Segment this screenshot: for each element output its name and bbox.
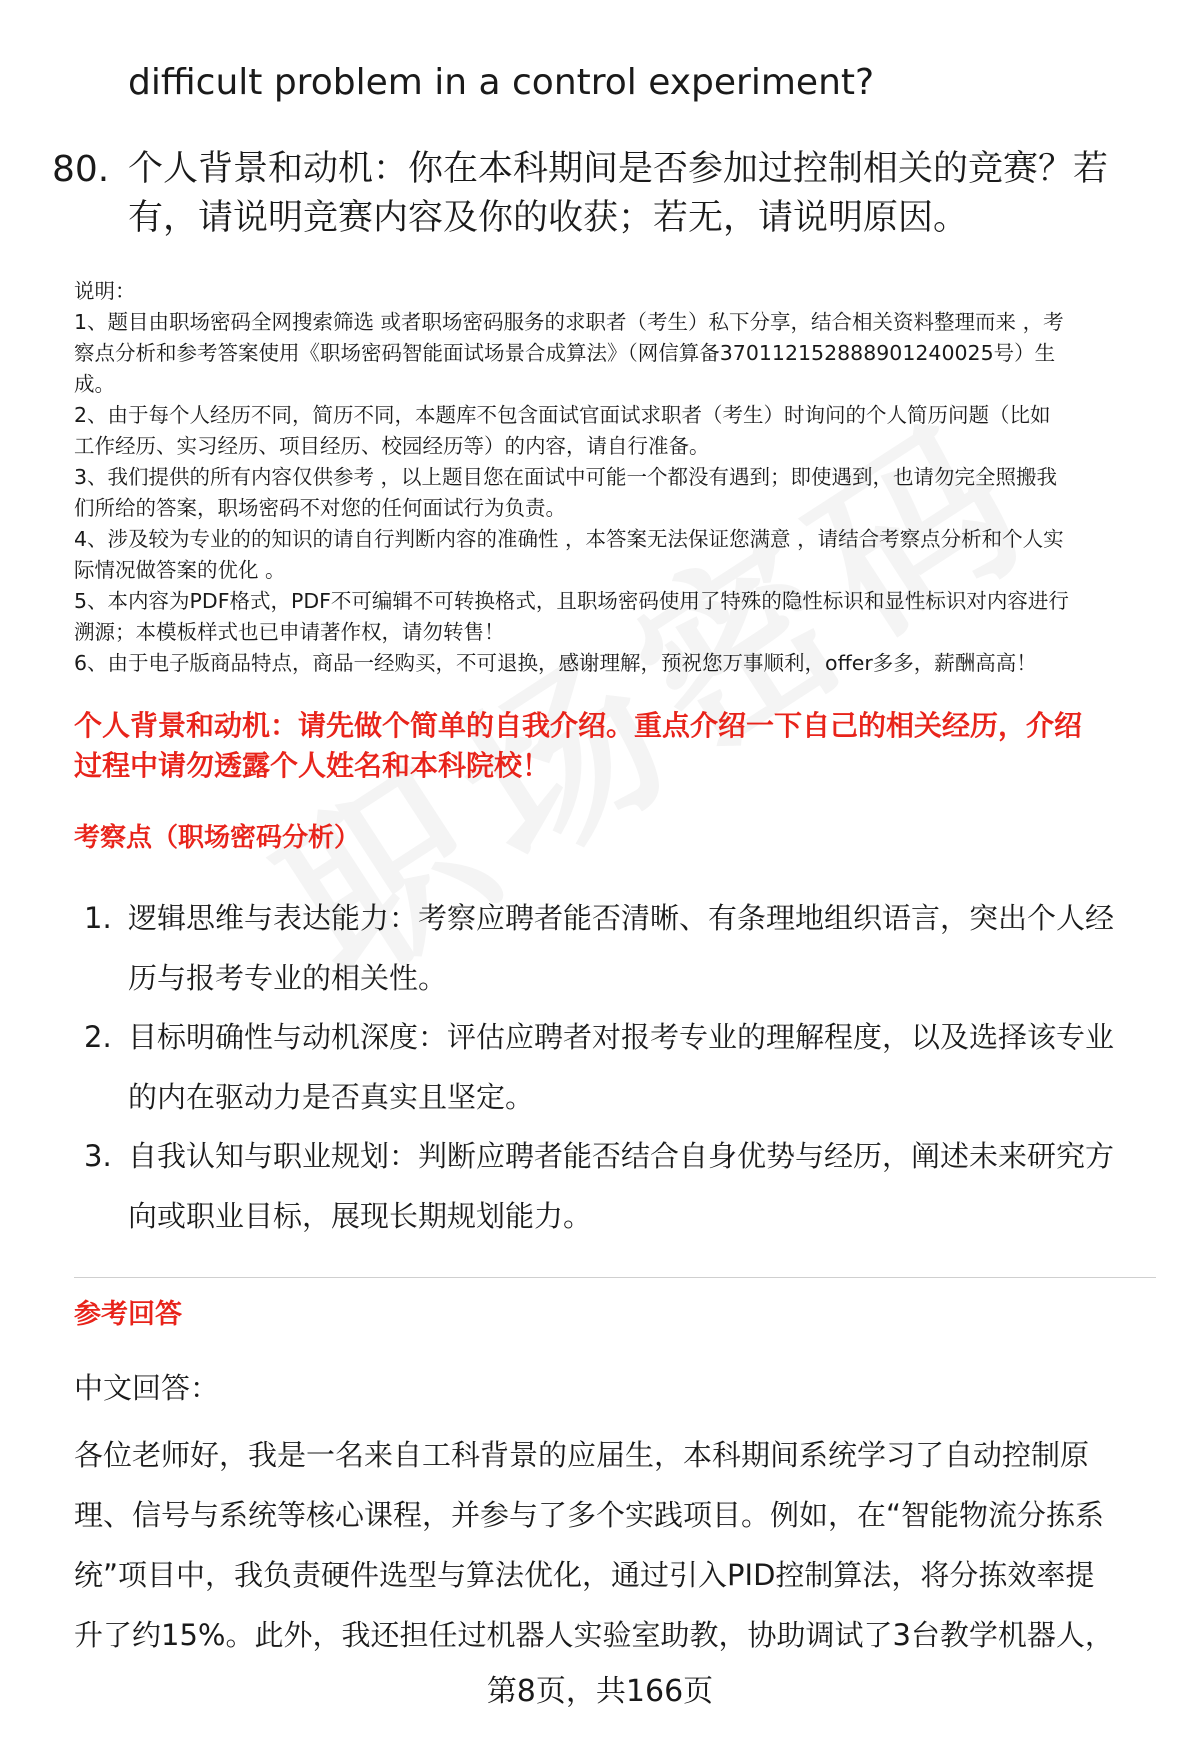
notes-line: 4、涉及较为专业的的知识的请自行判断内容的准确性 ，本答案无法保证您满意 ，请结合考察点分析和个人实 xyxy=(74,527,1064,551)
notes-line: 溯源；本模板样式也已申请著作权，请勿转售！ xyxy=(74,620,505,644)
list-item-number: 1. xyxy=(84,901,112,935)
notes-heading: 说明： xyxy=(74,279,136,303)
notes-line: 们所给的答案，职场密码不对您的任何面试行为负责。 xyxy=(74,496,566,520)
notes-block xyxy=(74,276,1156,679)
notes-line: 察点分析和参考答案使用《职场密码智能面试场景合成算法》（网信算备370112152888901240025号）生 xyxy=(74,341,1056,365)
list-item-number: 2. xyxy=(84,1020,112,1054)
question-line: 个人背景和动机：你在本科期间是否参加过控制相关的竞赛？若 xyxy=(128,149,1109,189)
question-continuation: difficult problem in a control experiment? xyxy=(128,62,875,103)
reference-title: 参考回答 xyxy=(74,1299,182,1330)
notes-line: 际情况做答案的优化 。 xyxy=(74,558,286,582)
list-item xyxy=(84,888,1156,1007)
list-item-text xyxy=(128,1007,1144,1127)
list-item xyxy=(84,1126,1156,1245)
chinese-answer-label: 中文回答： xyxy=(74,1371,220,1405)
notes-line: 3、我们提供的所有内容仅供参考 ，以上题目您在面试中可能一个都没有遇到；即使遇到，也请勿完全照搬我 xyxy=(74,465,1058,489)
points-title: 考察点（职场密码分析） xyxy=(74,823,361,853)
points-list xyxy=(84,888,1156,1245)
notes-line: 工作经历、实习经历、项目经历、校园经历等）的内容，请自行准备。 xyxy=(74,434,710,458)
list-item-line: 历与报考专业的相关性。 xyxy=(128,961,448,995)
list-item-text xyxy=(128,1126,1144,1246)
list-item xyxy=(84,1007,1156,1126)
section-divider xyxy=(74,1277,1156,1278)
notes-line: 2、由于每个人经历不同，简历不同，本题库不包含面试官面试求职者（考生）时询问的个人简历问题（比如 xyxy=(74,403,1051,427)
list-item-line: 的内在驱动力是否真实且坚定。 xyxy=(128,1080,535,1114)
notes-line: 1、题目由职场密码全网搜索筛选 或者职场密码服务的求职者（考生）私下分享，结合相关资料整理而来 ，考 xyxy=(74,310,1064,334)
answer-line: 统”项目中，我负责硬件选型与算法优化，通过引入PID控制算法，将分拣效率提 xyxy=(74,1558,1095,1592)
answer-line: 各位老师好，我是一名来自工科背景的应届生，本科期间系统学习了自动控制原 xyxy=(74,1438,1090,1472)
question-number: 80. xyxy=(52,149,110,190)
list-item-number: 3. xyxy=(84,1139,112,1173)
question-line: 有，请说明竞赛内容及你的收获；若无，请说明原因。 xyxy=(128,198,969,238)
answer-paragraph xyxy=(74,1425,1156,1665)
question-text xyxy=(128,145,1128,243)
section-question-line: 个人背景和动机：请先做个简单的自我介绍。重点介绍一下自己的相关经历，介绍 xyxy=(74,709,1083,742)
list-item-line: 向或职业目标，展现长期规划能力。 xyxy=(128,1199,593,1233)
list-item-line: 逻辑思维与表达能力：考察应聘者能否清晰、有条理地组织语言，突出个人经 xyxy=(128,901,1115,935)
notes-line: 5、本内容为PDF格式，PDF不可编辑不可转换格式，且职场密码使用了特殊的隐性标识和显性标识对内容进行 xyxy=(74,589,1069,613)
list-item-line: 自我认知与职业规划：判断应聘者能否结合自身优势与经历，阐述未来研究方 xyxy=(128,1139,1115,1173)
list-item-text xyxy=(128,888,1144,1008)
notes-line: 6、由于电子版商品特点，商品一经购买，不可退换，感谢理解，预祝您万事顺利，offer多多，薪酬高高！ xyxy=(74,651,1037,675)
answer-line: 升了约15%。此外，我还担任过机器人实验室助教，协助调试了3台教学机器人， xyxy=(74,1618,1114,1652)
page-footer: 第8页，共166页 xyxy=(486,1674,714,1709)
section-question xyxy=(74,706,1156,786)
section-question-line: 过程中请勿透露个人姓名和本科院校！ xyxy=(74,749,551,782)
notes-line: 成。 xyxy=(74,372,115,396)
answer-line: 理、信号与系统等核心课程，并参与了多个实践项目。例如，在“智能物流分拣系 xyxy=(74,1498,1105,1532)
list-item-line: 目标明确性与动机深度：评估应聘者对报考专业的理解程度，以及选择该专业 xyxy=(128,1020,1115,1054)
